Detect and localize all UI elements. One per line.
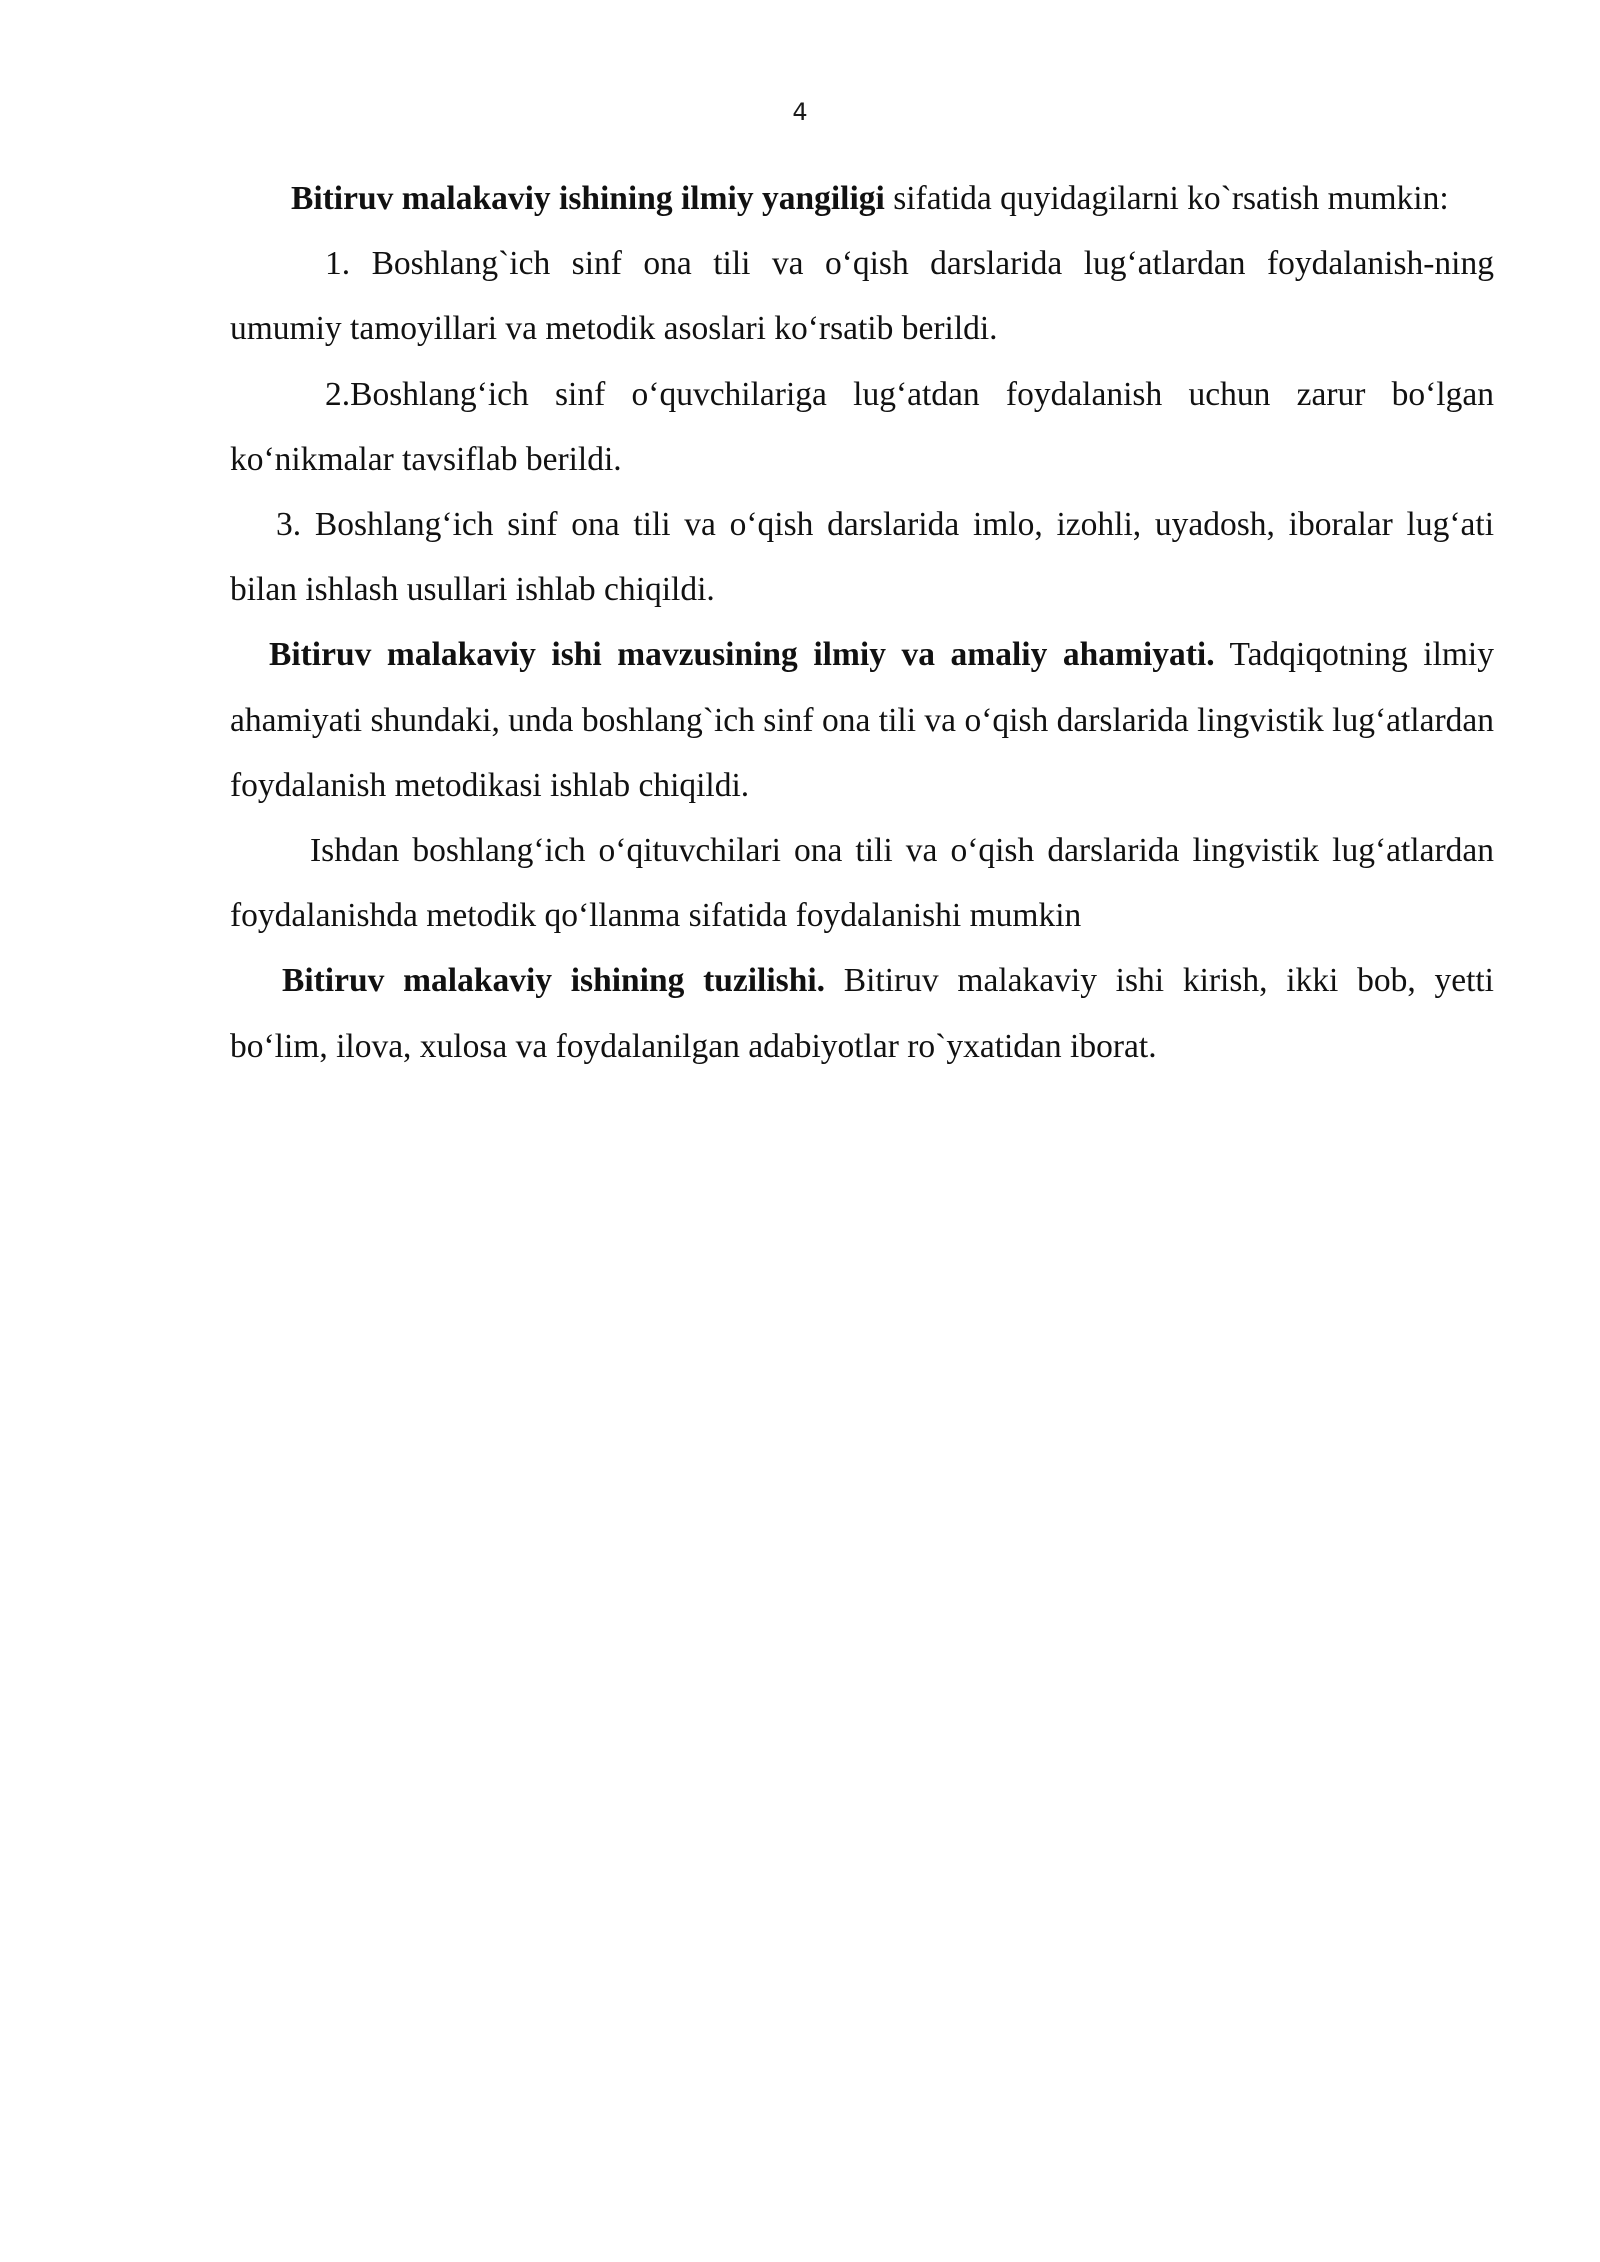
document-body <box>230 166 1494 1079</box>
list-item-text: 3. Boshlang‘ich sinf ona tili va o‘qish darslarida imlo, izohli, uyadosh, iboralar lug‘ati bilan ishlash usullari ishlab chiqildi. <box>230 506 1494 609</box>
heading-significance: Bitiruv malakaviy ishi mavzusining ilmiy va amaliy ahamiyati. <box>269 636 1215 674</box>
paragraph-text: Tadqiqotning ilmiy ahamiyati shundaki, unda boshlang`ich sinf ona tili va o‘qish darslarida lingvistik lug‘atlardan foydalanish metodikasi ishlab chiqildi. <box>230 636 1494 804</box>
list-item-3 <box>230 492 1494 622</box>
paragraph-scientific-novelty <box>230 166 1494 231</box>
list-item-2 <box>230 362 1494 492</box>
paragraph-text: Bitiruv malakaviy ishi kirish, ikki bob, yetti bo‘lim, ilova, xulosa va foydalanilgan adabiyotlar ro`yxatidan iborat. <box>230 962 1494 1065</box>
paragraph-text: sifatida quyidagilarni ko`rsatish mumkin: <box>884 180 1449 217</box>
paragraph-significance <box>230 622 1494 818</box>
heading-structure: Bitiruv malakaviy ishining tuzilishi. <box>282 962 826 1000</box>
page-number: 4 <box>792 98 808 126</box>
list-item-1 <box>230 231 1494 361</box>
paragraph-structure <box>230 948 1494 1078</box>
list-item-text: 2.Boshlang‘ich sinf o‘quvchilariga lug‘atdan foydalanish uchun zarur bo‘lgan ko‘nikmalar tavsiflab berildi. <box>230 375 1494 478</box>
paragraph-text: Ishdan boshlang‘ich o‘qituvchilari ona tili va o‘qish darslarida lingvistik lug‘atlardan foydalanishda metodik qo‘llanma sifatida foydalanishi mumkin <box>230 832 1494 935</box>
list-item-text: 1. Boshlang`ich sinf ona tili va o‘qish darslarida lug‘atlardan foydalanish-ning umumiy tamoyillari va metodik asoslari ko‘rsatib berildi. <box>230 245 1494 348</box>
paragraph-practical-use <box>230 818 1494 948</box>
heading-scientific-novelty: Bitiruv malakaviy ishining ilmiy yangiligi <box>291 180 885 217</box>
